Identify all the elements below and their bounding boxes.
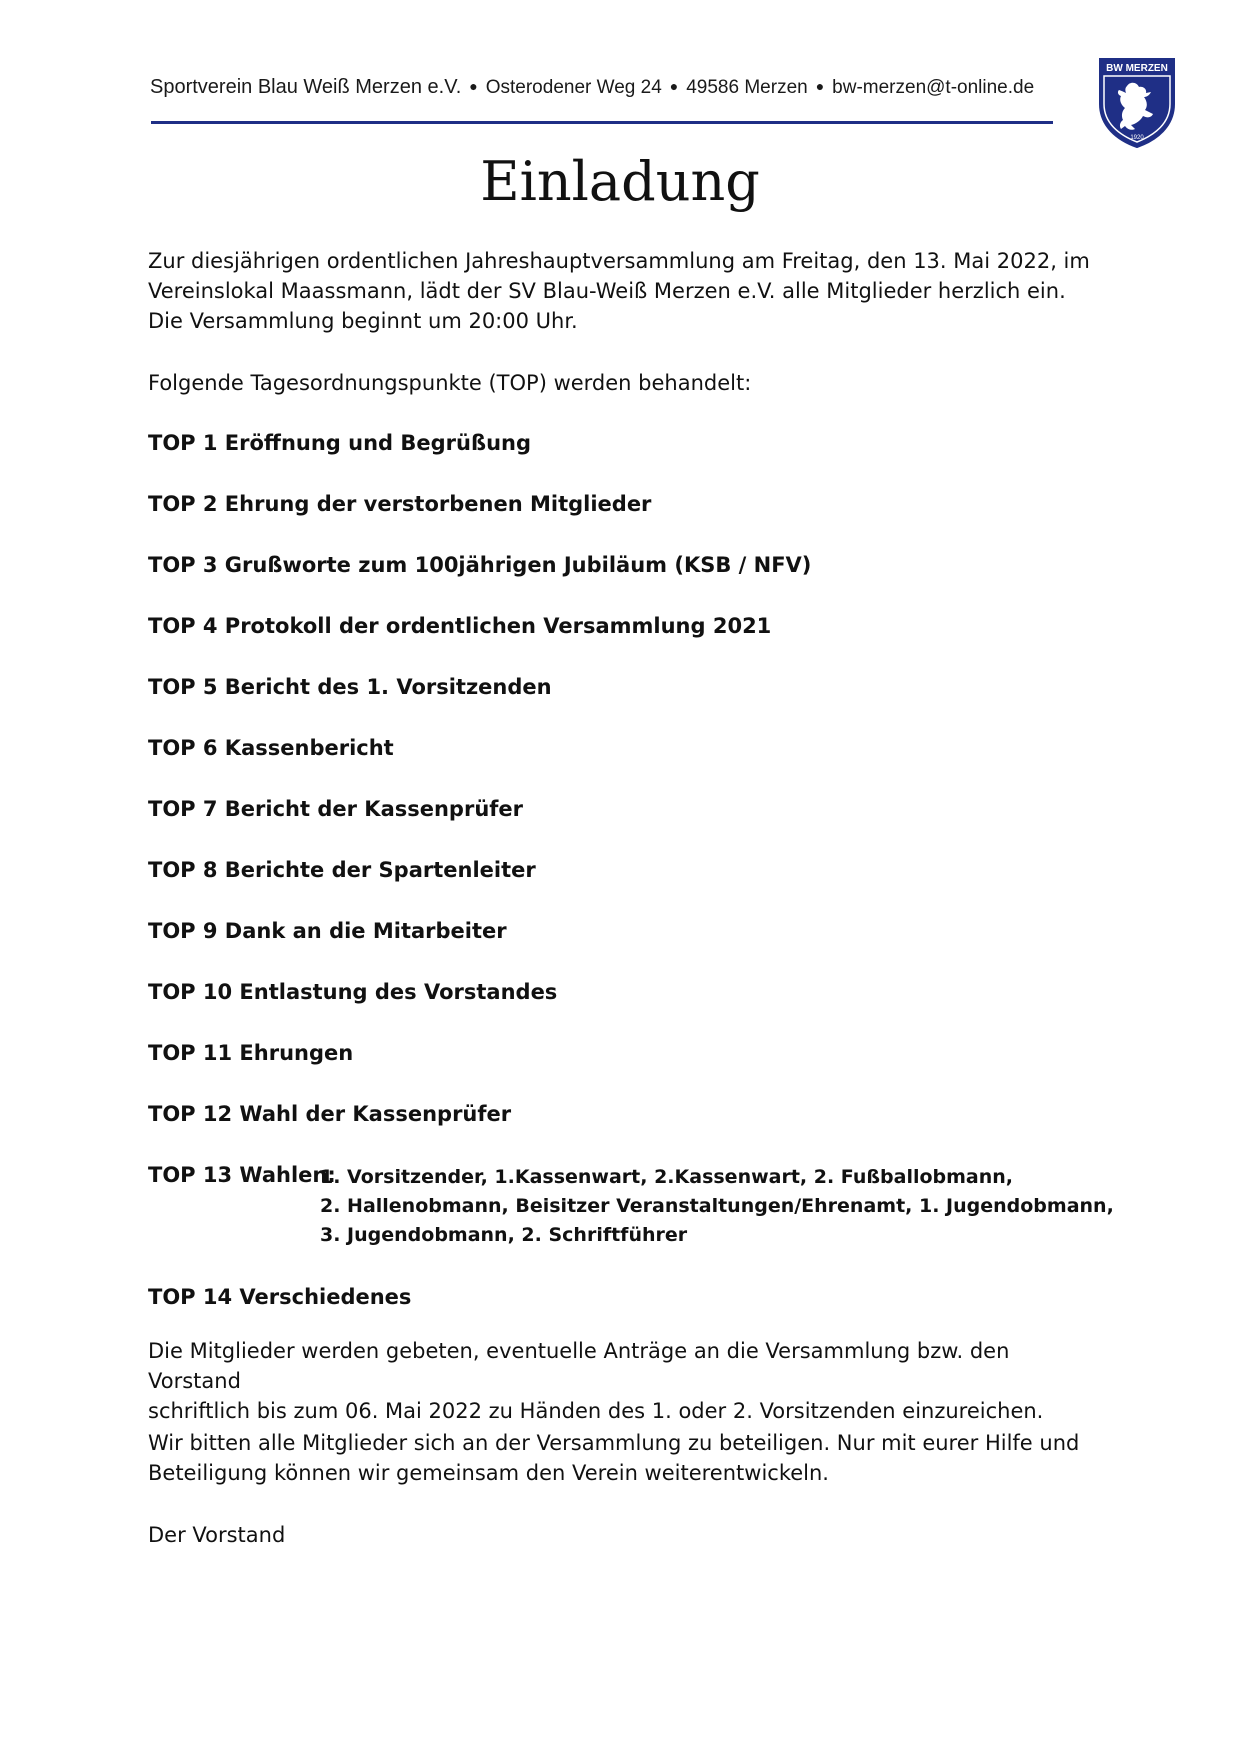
agenda-item: TOP 7 Bericht der Kassenprüfer (148, 797, 524, 821)
agenda-item: TOP 4 Protokoll der ordentlichen Versammlung 2021 (148, 614, 772, 638)
document-title: Einladung (480, 150, 760, 213)
agenda-item: TOP 2 Ehrung der verstorbenen Mitglieder (148, 492, 652, 516)
svg-text:BW MERZEN: BW MERZEN (1106, 63, 1168, 74)
agenda-list (148, 428, 1114, 1343)
street-address: Osterodener Weg 24 (485, 77, 662, 98)
paragraph-line: Wir bitten alle Mitglieder sich an der Versammlung zu beteiligen. Nur mit eurer Hilfe und (148, 1431, 1080, 1455)
city-address: 49586 Merzen (686, 77, 808, 98)
elections-line: 3. Jugendobmann, 2. Schriftführer (320, 1224, 688, 1246)
letterhead (150, 76, 1055, 99)
agenda-item: TOP 9 Dank an die Mitarbeiter (148, 919, 507, 943)
organization-name: Sportverein Blau Weiß Merzen e.V. (150, 76, 462, 98)
intro-line: Vereinslokal Maassmann, lädt der SV Blau-Weiß Merzen e.V. alle Mitglieder herzlich ein. (148, 279, 1066, 303)
participation-paragraph (148, 1428, 1098, 1488)
agenda-item: TOP 11 Ehrungen (148, 1041, 354, 1065)
paragraph-line: Beteiligung können wir gemeinsam den Verein weiterentwickeln. (148, 1461, 829, 1485)
agenda-item: TOP 12 Wahl der Kassenprüfer (148, 1102, 512, 1126)
signature: Der Vorstand (148, 1523, 286, 1547)
intro-line: Zur diesjährigen ordentlichen Jahreshauptversammlung am Freitag, den 13. Mai 2022, im (148, 249, 1090, 273)
intro-paragraph (148, 246, 1098, 336)
agenda-item-elections (148, 1160, 1114, 1282)
intro-line: Die Versammlung beginnt um 20:00 Uhr. (148, 309, 578, 333)
paragraph-line: Die Mitglieder werden gebeten, eventuelle Anträge an die Versammlung bzw. den Vorstand (148, 1339, 1010, 1393)
paragraph-line: schriftlich bis zum 06. Mai 2022 zu Händen des 1. oder 2. Vorsitzenden einzureichen. (148, 1399, 1044, 1423)
agenda-item: TOP 14 Verschiedenes (148, 1285, 412, 1309)
separator-dot: ● (469, 78, 478, 94)
agenda-item: TOP 3 Grußworte zum 100jährigen Jubiläum (KSB / NFV) (148, 553, 812, 577)
agenda-item: TOP 10 Entlastung des Vorstandes (148, 980, 558, 1004)
separator-dot: ● (815, 78, 825, 94)
motions-paragraph (148, 1336, 1098, 1426)
agenda-item: TOP 6 Kassenbericht (148, 736, 394, 760)
agenda-item: TOP 5 Bericht des 1. Vorsitzenden (148, 675, 552, 699)
elections-line: 2. Hallenobmann, Beisitzer Veranstaltungen/Ehrenamt, 1. Jugendobmann, (320, 1195, 1114, 1217)
header-divider (151, 121, 1053, 124)
elections-label: TOP 13 Wahlen: (148, 1163, 336, 1187)
elections-details (320, 1163, 1114, 1250)
club-crest-logo (1097, 56, 1177, 150)
svg-text:1920: 1920 (1130, 135, 1144, 141)
elections-line: 1. Vorsitzender, 1.Kassenwart, 2.Kassenwart, 2. Fußballobmann, (320, 1166, 1014, 1188)
agenda-item: TOP 1 Eröffnung und Begrüßung (148, 431, 532, 455)
email-address: bw-merzen@t-online.de (832, 77, 1035, 98)
agenda-intro: Folgende Tagesordnungspunkte (TOP) werden behandelt: (148, 371, 752, 395)
separator-dot: ● (669, 78, 679, 94)
agenda-item: TOP 8 Berichte der Spartenleiter (148, 858, 536, 882)
